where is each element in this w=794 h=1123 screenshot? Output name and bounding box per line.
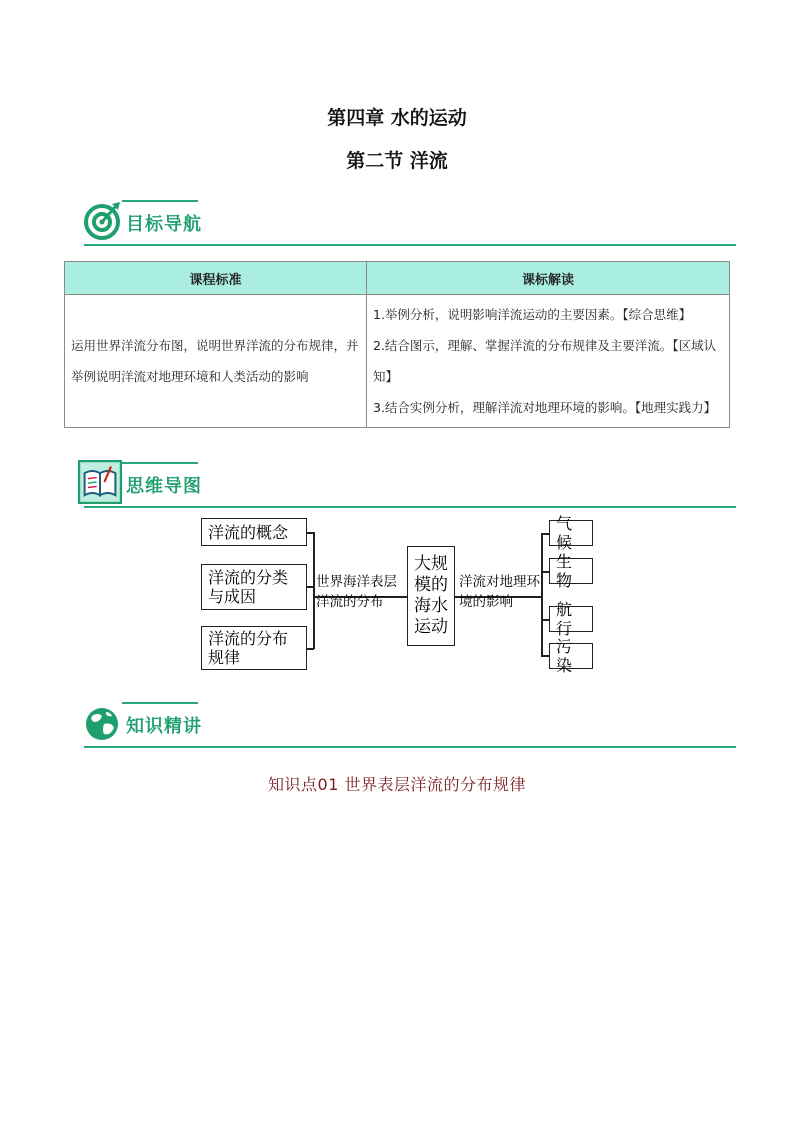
mindmap-node: 生物 bbox=[549, 558, 593, 584]
connector-line bbox=[541, 571, 549, 573]
knowledge-banner-label: 知识精讲 bbox=[126, 716, 202, 737]
curriculum-standard-cell: 运用世界洋流分布图，说明世界洋流的分布规律，并举例说明洋流对地理环境和人类活动的影响 bbox=[65, 295, 367, 428]
target-icon bbox=[82, 200, 122, 240]
banner-top-line bbox=[122, 462, 198, 464]
interpretation-item: 3.结合实例分析，理解洋流对地理环境的影响。【地理实践力】 bbox=[373, 400, 717, 415]
table-header-standard: 课程标准 bbox=[65, 262, 367, 295]
mindmap-node: 洋流的概念 bbox=[201, 518, 307, 546]
knowledge-point-title: 知识点01 世界表层洋流的分布规律 bbox=[268, 775, 526, 794]
mindmap-node: 洋流的分布规律 bbox=[201, 626, 307, 670]
banner-underline bbox=[84, 244, 736, 246]
chapter-title: 第四章 水的运动 bbox=[327, 107, 467, 129]
interpretation-item: 1.举例分析，说明影响洋流运动的主要因素。【综合思维】 bbox=[373, 307, 692, 322]
banner-top-line bbox=[122, 702, 198, 704]
connector-line bbox=[313, 532, 315, 649]
connector-line bbox=[541, 533, 549, 535]
mindmap-center-node: 大规模的海水运动 bbox=[407, 546, 455, 646]
banner-underline bbox=[84, 746, 736, 748]
book-icon bbox=[78, 460, 122, 504]
mindmap-right-connector-label: 洋流对地理环境的影响 bbox=[459, 574, 540, 610]
table-header-interpretation: 课标解读 bbox=[367, 262, 730, 295]
goal-banner-label: 目标导航 bbox=[126, 214, 202, 235]
globe-icon bbox=[82, 702, 122, 742]
mindmap-node: 洋流的分类与成因 bbox=[201, 564, 307, 610]
banner-underline bbox=[84, 506, 736, 508]
connector-line bbox=[541, 619, 549, 621]
goal-banner bbox=[78, 196, 738, 246]
curriculum-interpretation-cell bbox=[367, 295, 730, 428]
section-title: 第二节 洋流 bbox=[346, 150, 448, 172]
mindmap-node: 气候 bbox=[549, 520, 593, 546]
curriculum-table bbox=[64, 261, 730, 428]
connector-line bbox=[541, 533, 543, 656]
mindmap-banner-label: 思维导图 bbox=[126, 476, 202, 497]
connector-line bbox=[541, 655, 549, 657]
mindmap-left-connector-label: 世界海洋表层洋流的分布 bbox=[316, 574, 397, 610]
mindmap-banner bbox=[78, 458, 738, 508]
mindmap-node: 污染 bbox=[549, 643, 593, 669]
banner-top-line bbox=[122, 200, 198, 202]
knowledge-banner bbox=[78, 698, 738, 748]
interpretation-item: 2.结合图示，理解、掌握洋流的分布规律及主要洋流。【区域认知】 bbox=[373, 338, 717, 384]
mindmap-node: 航行 bbox=[549, 606, 593, 632]
